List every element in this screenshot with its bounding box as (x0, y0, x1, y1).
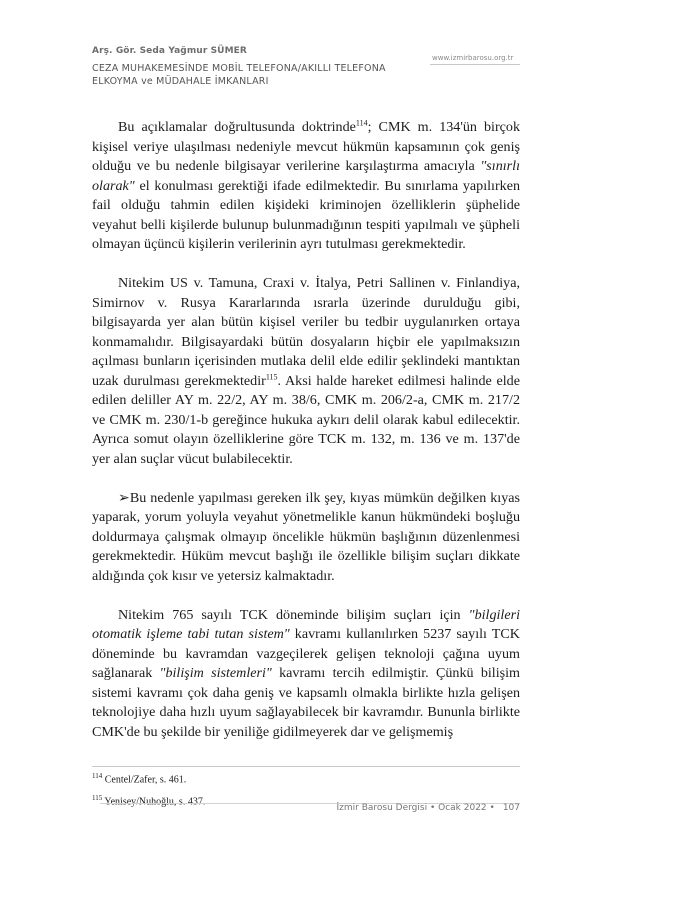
paragraph-2: Nitekim US v. Tamuna, Craxi v. İtalya, Petri Sallinen v. Finlandiya, Simirnov v. Rusya Kararlarında ısrarla üzerinde durulduğu gibi, bilgisayarda yer alan bütün kişisel veriler bu tedbir uygulanırken ortaya konmamalıdır. Bilgisayardaki bütün dosyaların hiçbir ele yapılmaksızın açılması bunların içerisinden mutlaka delil elde edilir şeklindeki mantıktan uzak durulması gerekmektedir$^{115}$. Aksi halde hareket edilmesi halinde elde edilen deliller AY m. 22/2, AY m. 38/6, CMK m. 206/2-a, CMK m. 217/2 ve CMK m. 230/1-b gereğince hukuka aykırı delil olarak kabul edilecektir. Ayrıca somut olayın özelliklerine göre TCK m. 132, m. 136 ve m. 137'de yer alan suçlar vücut bulabilecektir. (92, 275, 520, 467)
footnote-115: 115 (92, 794, 103, 803)
header-rule (430, 64, 520, 65)
page-number: 107 (502, 803, 520, 813)
footer-journal: İzmir Barosu Dergisi • Ocak 2022 • (336, 803, 495, 813)
footnote-114: $^{114}$ Centel/Zafer, s. 461. (92, 772, 187, 786)
running-header-title: CEZA MUHAKEMESİNDE MOBİL TELEFONA/AKILLI TELEFONA ELKOYMA ve MÜDAHALE İMKANLARI (92, 63, 386, 87)
header-website: www.izmirbarosu.org.tr (432, 54, 514, 62)
arrow-bullet-icon: ➢ (118, 489, 130, 506)
paragraph-1: Bu açıklamalar doğrultusunda doktrinde$^{114}$; CMK m. 134'ün birçok kişisel veriye ulaşılması nedeniyle mevcut hükmün kapsamının çok geniş olduğu ve bu nedenle bilgisayar verilerine karşılaştırma amacıyla "sınırlı olarak" el konulması gerektiği ifade edilmektedir. Bu sınırlama yapılırken fail olduğu tahmin edilen kişideki kriminojen özelliklerin şüphelide veyahut belli kişilerde bulunup bulunmadığının tespiti yapılmalı ve şüpheli olmayan üçüncü kişilerin verilerinin ayrı tutulması gerekmektedir. (92, 118, 520, 252)
footnote-ref-115: 115 (265, 371, 278, 381)
paragraph-4: Nitekim 765 sayılı TCK döneminde bilişim suçları için "bilgileri otomatik işleme tabi tutan sistem" kavramı kullanılırken 5237 sayılı TCK döneminde bu kavramdan vazgeçilerek gelişen teknoloji çağına uyum sağlanarak "bilişim sistemleri" kavramı tercih edilmiştir. Çünkü bilişim sistemi kavramı çok daha geniş ve kapsamlı olmakla birlikte hızla gelişen teknolojiye daha hızlı uyum sağlayabilecek bir kavramdır. Bununla birlikte CMK'de bu şekilde bir yeniliğe gidilmeyerek dar ve gelişmemiş (92, 606, 521, 740)
article-body (92, 118, 520, 762)
footnote-rule (92, 766, 520, 767)
running-header-author: Arş. Gör. Seda Yağmur SÜMER (92, 46, 247, 56)
page-footer (337, 803, 520, 813)
footnote-ref-114: 114 (355, 118, 368, 128)
paragraph-3: ➢Bu nedenle yapılması gereken ilk şey, kıyas mümkün değilken kıyas yaparak, yorum yoluyla veyahut yönetmelikle kanun hükmündeki boşluğu doldurmaya çalışmak olmayıp öncelikle hükmün başlığının düzenlenmesi gerekmektedir. Hüküm mevcut başlığı ile özellikle bilişim suçları dikkate aldığında çok kısır ve yetersiz kalmaktadır. (92, 489, 520, 584)
